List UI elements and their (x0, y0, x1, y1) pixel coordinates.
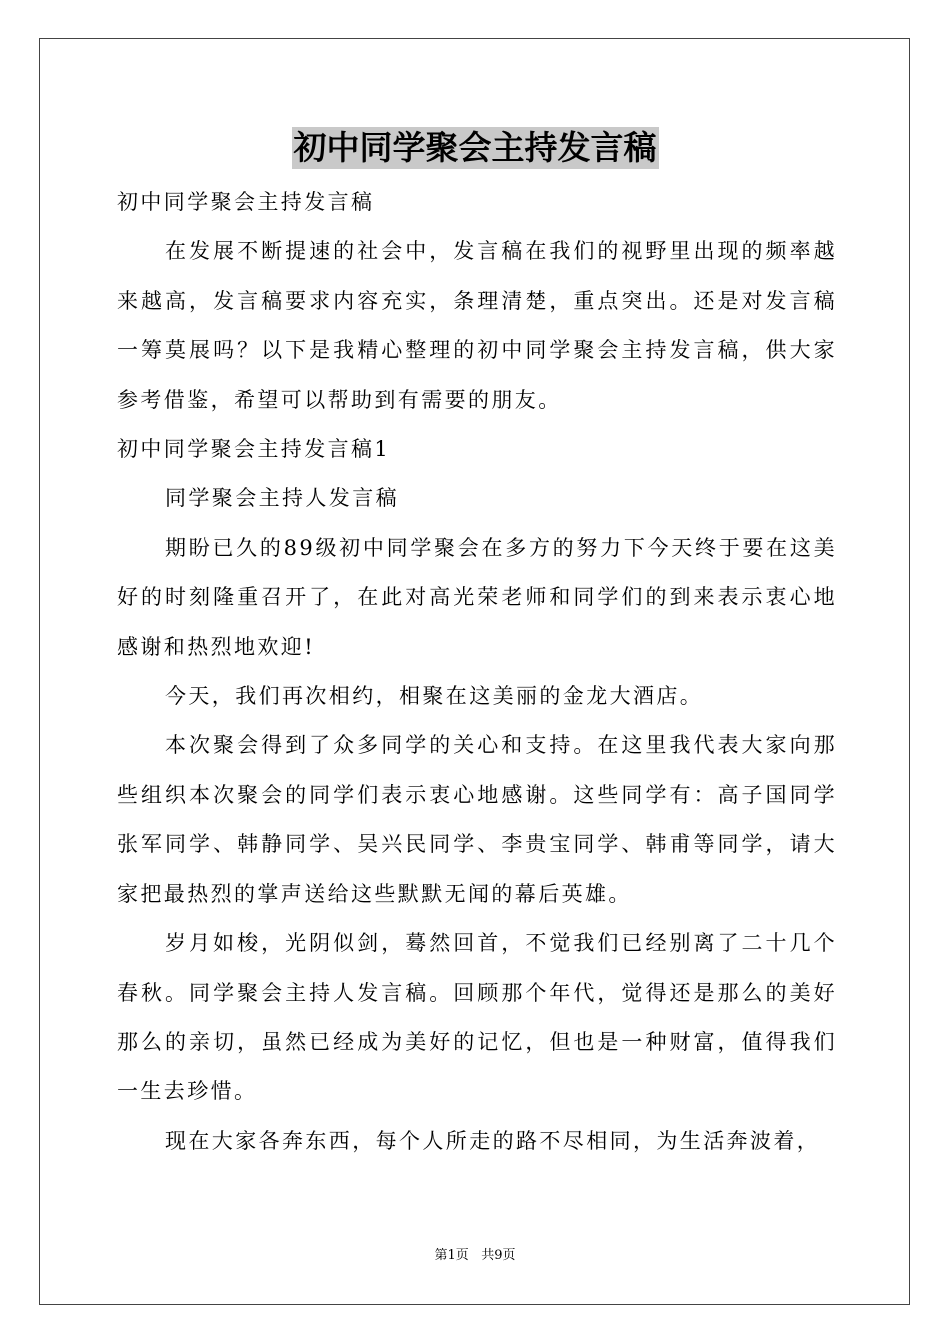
paragraph-thanks: 本次聚会得到了众多同学的关心和支持。在这里我代表大家向那些组织本次聚会的同学们表示衷心地感谢。这些同学有：高子国同学张军同学、韩静同学、吴兴民同学、李贵宝同学、韩甫等同学，请大家把最热烈的掌声送给这些默默无闻的幕后英雄。 (117, 733, 837, 906)
document-body (117, 178, 837, 1166)
page-number: 第1页 (434, 1248, 469, 1263)
paragraph-heading-host-speech: 同学聚会主持人发言稿 (165, 486, 399, 511)
page-footer (0, 1247, 950, 1265)
paragraph-welcome: 期盼已久的89级初中同学聚会在多方的努力下今天终于要在这美好的时刻隆重召开了，在此对高光荣老师和同学们的到来表示衷心地感谢和热烈地欢迎! (117, 535, 837, 659)
paragraph-present: 现在大家各奔东西，每个人所走的路不尽相同，为生活奔波着， (165, 1128, 821, 1153)
page-total: 共9页 (481, 1248, 516, 1263)
section-heading-1: 初中同学聚会主持发言稿1 (117, 437, 391, 462)
document-title: 初中同学聚会主持发言稿 (293, 128, 657, 167)
paragraph-intro: 在发展不断提速的社会中，发言稿在我们的视野里出现的频率越来越高，发言稿要求内容充实，条理清楚，重点突出。还是对发言稿一筹莫展吗？以下是我精心整理的初中同学聚会主持发言稿，供大家参考借鉴，希望可以帮助到有需要的朋友。 (117, 239, 837, 412)
paragraph-venue: 今天，我们再次相约，相聚在这美丽的金龙大酒店。 (165, 684, 704, 709)
paragraph-subtitle: 初中同学聚会主持发言稿 (117, 190, 375, 214)
title-container (0, 127, 950, 169)
paragraph-memories: 岁月如梭，光阴似剑，蓦然回首，不觉我们已经别离了二十几个春秋。同学聚会主持人发言稿。回顾那个年代，觉得还是那么的美好那么的亲切，虽然已经成为美好的记忆，但也是一种财富，值得我们一生去珍惜。 (117, 931, 837, 1104)
